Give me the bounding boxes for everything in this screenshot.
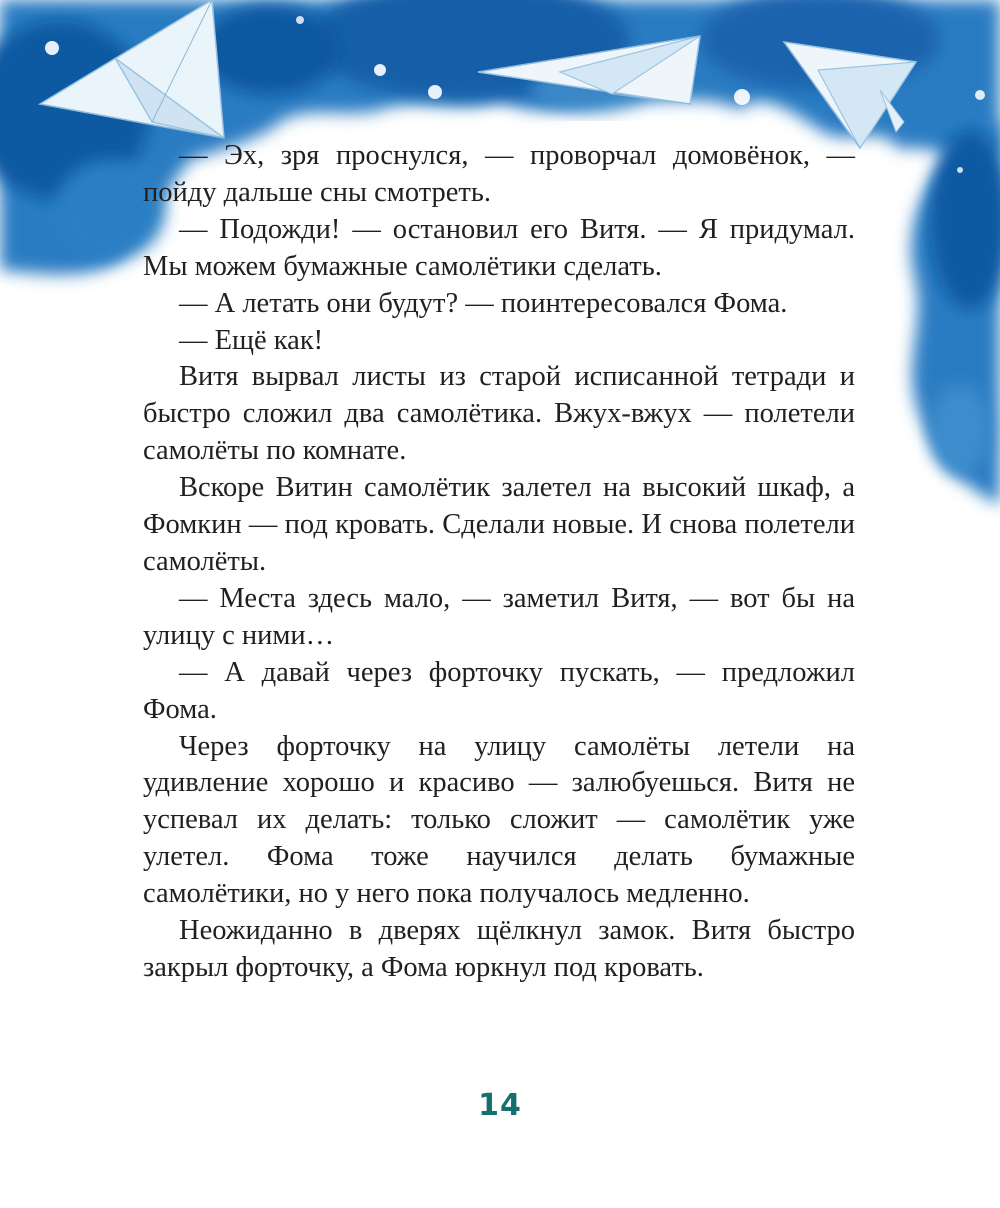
story-text (143, 138, 855, 987)
paragraph: Через форточку на улицу самолёты летели на удивление хорошо и красиво — залюбуешься. Витя не успевал их делать: только сложит — самолётик уже улетел. Фома тоже научился делать бумажные самолётики, но у него пока получалось медленно. (143, 730, 855, 910)
paragraph: — Места здесь мало, — заметил Витя, — вот бы на улицу с ними… (143, 582, 855, 651)
page-number: 14 (478, 1088, 522, 1123)
paragraph: — А давай через форточку пускать, — предложил Фома. (143, 656, 855, 725)
paragraph: — Ещё как! (179, 324, 324, 356)
paragraph: — Подожди! — остановил его Витя. — Я придумал. Мы можем бумажные самолётики сделать. (143, 213, 855, 282)
paragraph: Вскоре Витин самолётик залетел на высокий шкаф, а Фомкин — под кровать. Сделали новые. И снова полетели самолёты. (143, 472, 855, 577)
paragraph: Витя вырвал листы из старой исписанной тетради и быстро сложил два самолётика. Вжух-вжух — полетели самолёты по комнате. (143, 361, 855, 467)
paragraph: — А летать они будут? — поинтересовался Фома. (179, 287, 788, 319)
paragraph: — Эх, зря проснулся, — проворчал домовёнок, — пойду дальше сны смотреть. (143, 140, 855, 208)
paragraph: Неожиданно в дверях щёлкнул замок. Витя быстро закрыл форточку, а Фома юркнул под кровать. (143, 915, 855, 983)
